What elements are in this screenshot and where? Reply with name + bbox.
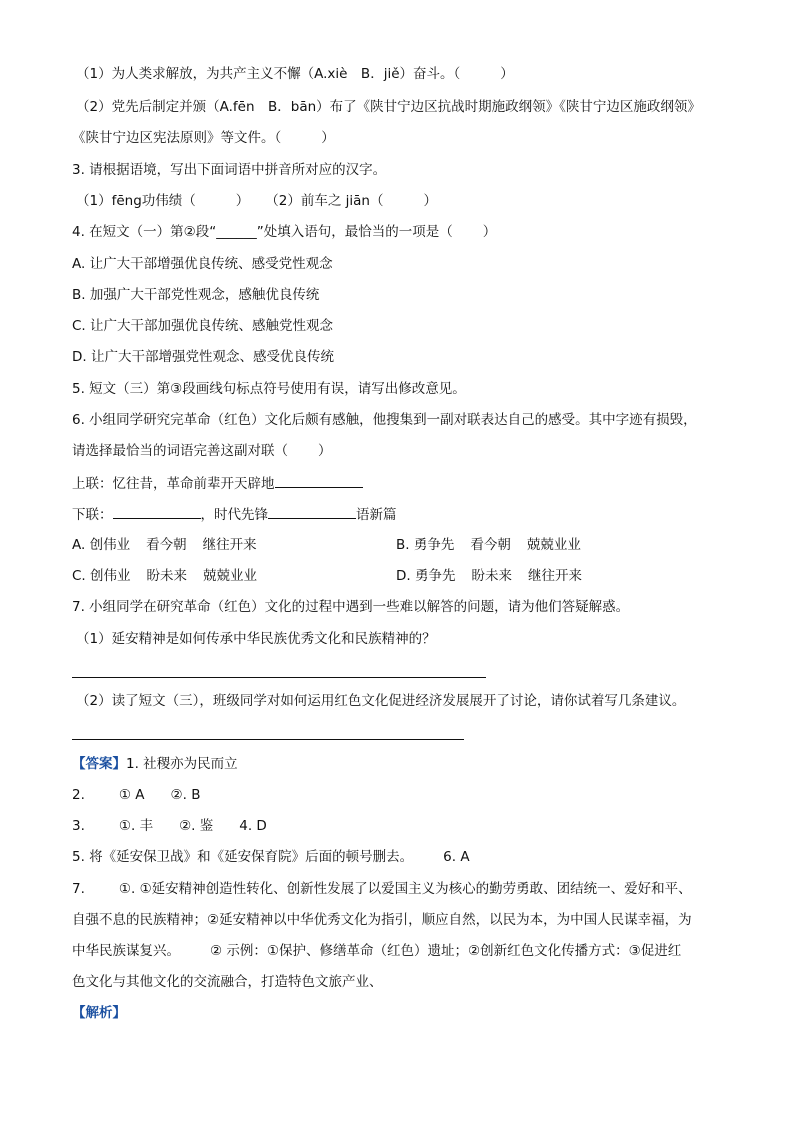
- q3-subs: （1）fēng功伟绩（ ） （2）前车之 jiān（ ）: [76, 193, 437, 209]
- fill-blank: [275, 473, 363, 488]
- q4-option-d: D. 让广大干部增强党性观念、感受优良传统: [72, 349, 334, 365]
- answer-section: 【答案】1. 社稷亦为民而立: [72, 756, 238, 772]
- answer-label: 【答案】: [72, 756, 126, 772]
- q6-options-ab: [72, 535, 722, 555]
- answer-line: [72, 739, 464, 740]
- q4-stem: 4. 在短文（一）第②段“______”处填入语句，最恰当的一项是（ ）: [72, 224, 497, 240]
- q1-sub2-line1: （2）党先后制定并颁（A.fēn B．bān）布了《陕甘宁边区抗战时期施政纲领》《陕甘宁边区施政纲领》: [76, 99, 701, 115]
- q6-option-a: A. 创伟业 看今朝 继往开来: [72, 537, 257, 553]
- answer-2: 2. ① A ②. B: [72, 787, 201, 803]
- q6-option-d: D. 勇争先 盼未来 继往开来: [396, 568, 582, 584]
- q6-options-cd: [72, 566, 722, 586]
- answer-line: [72, 677, 486, 678]
- q3-stem: 3. 请根据语境，写出下面词语中拼音所对应的汉字。: [72, 162, 387, 178]
- fill-blank: [113, 504, 201, 519]
- answer-7-line1: 7. ①. ①延安精神创造性转化、创新性发展了以爱国主义为核心的勤劳勇敢、团结统一、爱好和平、: [72, 881, 692, 897]
- fill-blank: [268, 504, 356, 519]
- q1-sub2-line2: 《陕甘宁边区宪法原则》等文件。（ ）: [72, 130, 335, 146]
- q7-sub2: （2）读了短文（三），班级同学对如何运用红色文化促进经济发展展开了讨论，请你试着写几条建议。: [76, 693, 686, 709]
- answer-7-line2: 自强不息的民族精神；②延安精神以中华优秀文化为指引，顺应自然，以民为本，为中国人民谋幸福，为: [72, 912, 692, 928]
- q6-option-b: B. 勇争先 看今朝 兢兢业业: [396, 537, 581, 553]
- q5-stem: 5. 短文（三）第③段画线句标点符号使用有误，请写出修改意见。: [72, 381, 466, 397]
- q4-option-a: A. 让广大干部增强优良传统、感受党性观念: [72, 256, 333, 272]
- q1-sub1: （1）为人类求解放，为共产主义不懈（A.xiè B．jiě）奋斗。（ ）: [76, 66, 514, 82]
- q7-stem: 7. 小组同学在研究革命（红色）文化的过程中遇到一些难以解答的问题，请为他们答疑解惑。: [72, 599, 630, 615]
- analysis-label: 【解析】: [72, 1005, 126, 1021]
- answer-7-line4: 色文化与其他文化的交流融合，打造特色文旅产业、: [72, 974, 383, 990]
- q6-stem-line1: 6. 小组同学研究完革命（红色）文化后颇有感触，他搜集到一副对联表达自己的感受。其中字迹有损毁，: [72, 412, 697, 428]
- q4-option-b: B. 加强广大干部党性观念，感触优良传统: [72, 287, 320, 303]
- q6-lower-couplet: 下联： ，时代先锋 语新篇: [72, 504, 397, 525]
- q4-option-c: C. 让广大干部加强优良传统、感触党性观念: [72, 318, 334, 334]
- q6-stem-line2: 请选择最恰当的词语完善这副对联（ ）: [72, 443, 332, 459]
- answer-5-6: 5. 将《延安保卫战》和《延安保育院》后面的顿号删去。 6. A: [72, 849, 470, 865]
- q7-sub1: （1）延安精神是如何传承中华民族优秀文化和民族精神的？: [76, 631, 436, 647]
- answer-3-4: 3. ①. 丰 ②. 鉴 4. D: [72, 818, 267, 834]
- answer-7-line3: 中华民族谋复兴。 ② 示例：①保护、修缮革命（红色）遗址；②创新红色文化传播方式：③促进红: [72, 943, 682, 959]
- q6-upper-couplet: 上联：忆往昔，革命前辈开天辟地: [72, 473, 363, 494]
- q6-option-c: C. 创伟业 盼未来 兢兢业业: [72, 568, 258, 584]
